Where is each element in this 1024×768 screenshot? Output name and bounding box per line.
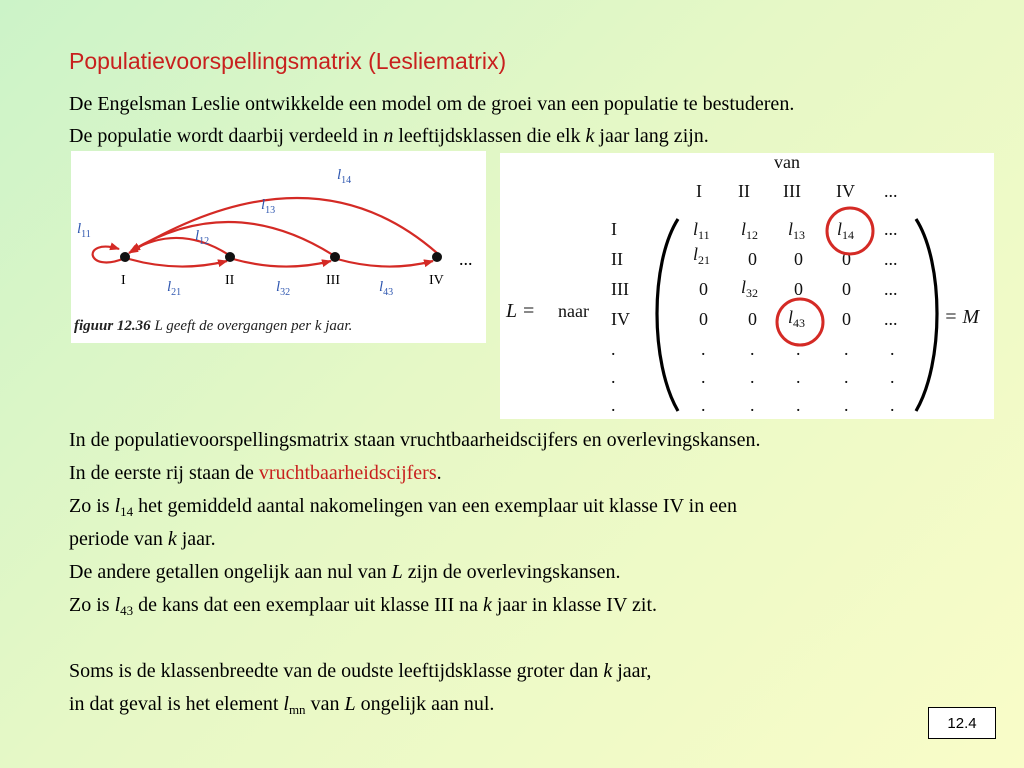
cell-zero: 0 (748, 249, 757, 269)
svg-text:.: . (750, 395, 755, 415)
row-header-dot-2: . (611, 367, 616, 387)
svg-text:.: . (890, 339, 895, 359)
cell-dots: ... (884, 279, 898, 299)
matrix-dot-rows (701, 339, 895, 415)
node-IV (432, 252, 442, 262)
label-l32: $l_{32}$ (276, 279, 291, 298)
cell-l43: $l_{43}$ (788, 307, 806, 330)
cell-l21: $l_{21}$ (693, 244, 711, 267)
diagram-ellipsis: ... (459, 249, 473, 269)
body-line-3: Zo is $l_{14}$ het gemiddeld aantal nakomelingen van een exemplaar uit klasse IV in een (69, 495, 737, 519)
intro-text (69, 88, 794, 152)
body-line-2: In de eerste rij staan de vruchtbaarheidscijfers. (69, 462, 442, 484)
svg-text:.: . (701, 339, 706, 359)
cell-zero: 0 (699, 309, 708, 329)
svg-text:.: . (701, 395, 706, 415)
node-II (225, 252, 235, 262)
cell-zero: 0 (842, 309, 851, 329)
svg-text:.: . (844, 395, 849, 415)
col-header-more: ... (884, 181, 898, 201)
matrix-left-paren (657, 219, 678, 411)
arrow-l11 (93, 247, 125, 263)
node-label-II: II (225, 273, 235, 288)
label-l21: $l_{21}$ (167, 279, 182, 298)
highlight-term: vruchtbaarheidscijfers (258, 462, 437, 484)
svg-text:.: . (701, 367, 706, 387)
arrow-l12 (131, 238, 229, 255)
svg-text:L = (505, 300, 535, 322)
arrow-l14 (129, 198, 437, 253)
matrix-naar-label: naar (558, 301, 589, 321)
svg-text:.: . (796, 395, 801, 415)
intro-line-2: De populatie wordt daarbij verdeeld in n leeftijdsklassen die elk k jaar lang zijn. (69, 125, 709, 147)
node-label-IV: IV (429, 273, 444, 288)
node-I (120, 252, 130, 262)
label-l11: $l_{11}$ (77, 221, 91, 240)
cell-dots: ... (884, 219, 898, 239)
cell-dots: ... (884, 309, 898, 329)
row-header-II: II (611, 249, 623, 269)
slide-title: Populatievoorspellingsmatrix (Lesliematrix) (69, 48, 507, 74)
arrow-l32 (233, 259, 331, 267)
leslie-matrix (500, 153, 994, 419)
matrix-van-label: van (774, 153, 800, 172)
col-header-I: I (696, 181, 702, 201)
body-spacer (69, 622, 760, 655)
label-l14: $l_{14}$ (337, 167, 352, 186)
svg-text:.: . (844, 367, 849, 387)
body-text (69, 424, 760, 721)
row-header-III: III (611, 279, 629, 299)
body-line-1: In de populatievoorspellingsmatrix staan vruchtbaarheidscijfers en overlevingskansen. (69, 429, 761, 451)
arrow-l21 (129, 259, 227, 267)
matrix-lhs: L = (506, 300, 536, 322)
page-number: 12.4 (928, 707, 996, 739)
matrix-rhs: = M (944, 306, 980, 328)
col-header-IV: IV (836, 181, 855, 201)
cell-zero: 0 (748, 309, 757, 329)
node-label-I: I (121, 273, 126, 288)
label-l12: $l_{12}$ (195, 228, 210, 247)
body-line-5: De andere getallen ongelijk aan nul van L zijn de overlevingskansen. (69, 561, 621, 583)
node-label-III: III (326, 273, 340, 288)
col-header-III: III (783, 181, 801, 201)
row-header-IV: IV (611, 309, 630, 329)
cell-l14: $l_{14}$ (837, 219, 855, 242)
label-l13: $l_{13}$ (261, 197, 276, 216)
svg-text:.: . (796, 367, 801, 387)
row-header-dot-1: . (611, 339, 616, 359)
leslie-diagram (71, 151, 486, 343)
cell-l13: $l_{13}$ (788, 219, 806, 242)
cell-l11: $l_{11}$ (693, 219, 710, 242)
cell-l12: $l_{12}$ (741, 219, 759, 242)
svg-text:.: . (890, 395, 895, 415)
cell-zero: 0 (842, 279, 851, 299)
cell-dots: ... (884, 249, 898, 269)
cell-zero: 0 (794, 249, 803, 269)
diagram-caption: figuur 12.36 L geeft de overgangen per k jaar. (74, 318, 353, 334)
cell-zero: 0 (842, 249, 851, 269)
svg-text:.: . (750, 367, 755, 387)
node-III (330, 252, 340, 262)
svg-text:.: . (796, 339, 801, 359)
body-line-4: periode van k jaar. (69, 528, 216, 550)
col-header-II: II (738, 181, 750, 201)
body-line-8: in dat geval is het element $l_{mn}$ van L ongelijk aan nul. (69, 693, 495, 717)
svg-text:.: . (890, 367, 895, 387)
intro-line-1: De Engelsman Leslie ontwikkelde een model om de groei van een populatie te bestuderen. (69, 93, 795, 115)
svg-text:.: . (750, 339, 755, 359)
cell-zero: 0 (699, 279, 708, 299)
row-header-dot-3: . (611, 395, 616, 415)
label-l43: $l_{43}$ (379, 279, 394, 298)
cell-zero: 0 (794, 279, 803, 299)
arrow-l43 (337, 259, 433, 267)
body-line-7: Soms is de klassenbreedte van de oudste leeftijdsklasse groter dan k jaar, (69, 660, 652, 682)
cell-l32: $l_{32}$ (741, 277, 759, 300)
row-header-I: I (611, 219, 617, 239)
body-line-6: Zo is $l_{43}$ de kans dat een exemplaar uit klasse III na k jaar in klasse IV zit. (69, 594, 658, 618)
matrix-right-paren (916, 219, 937, 411)
svg-text:.: . (844, 339, 849, 359)
